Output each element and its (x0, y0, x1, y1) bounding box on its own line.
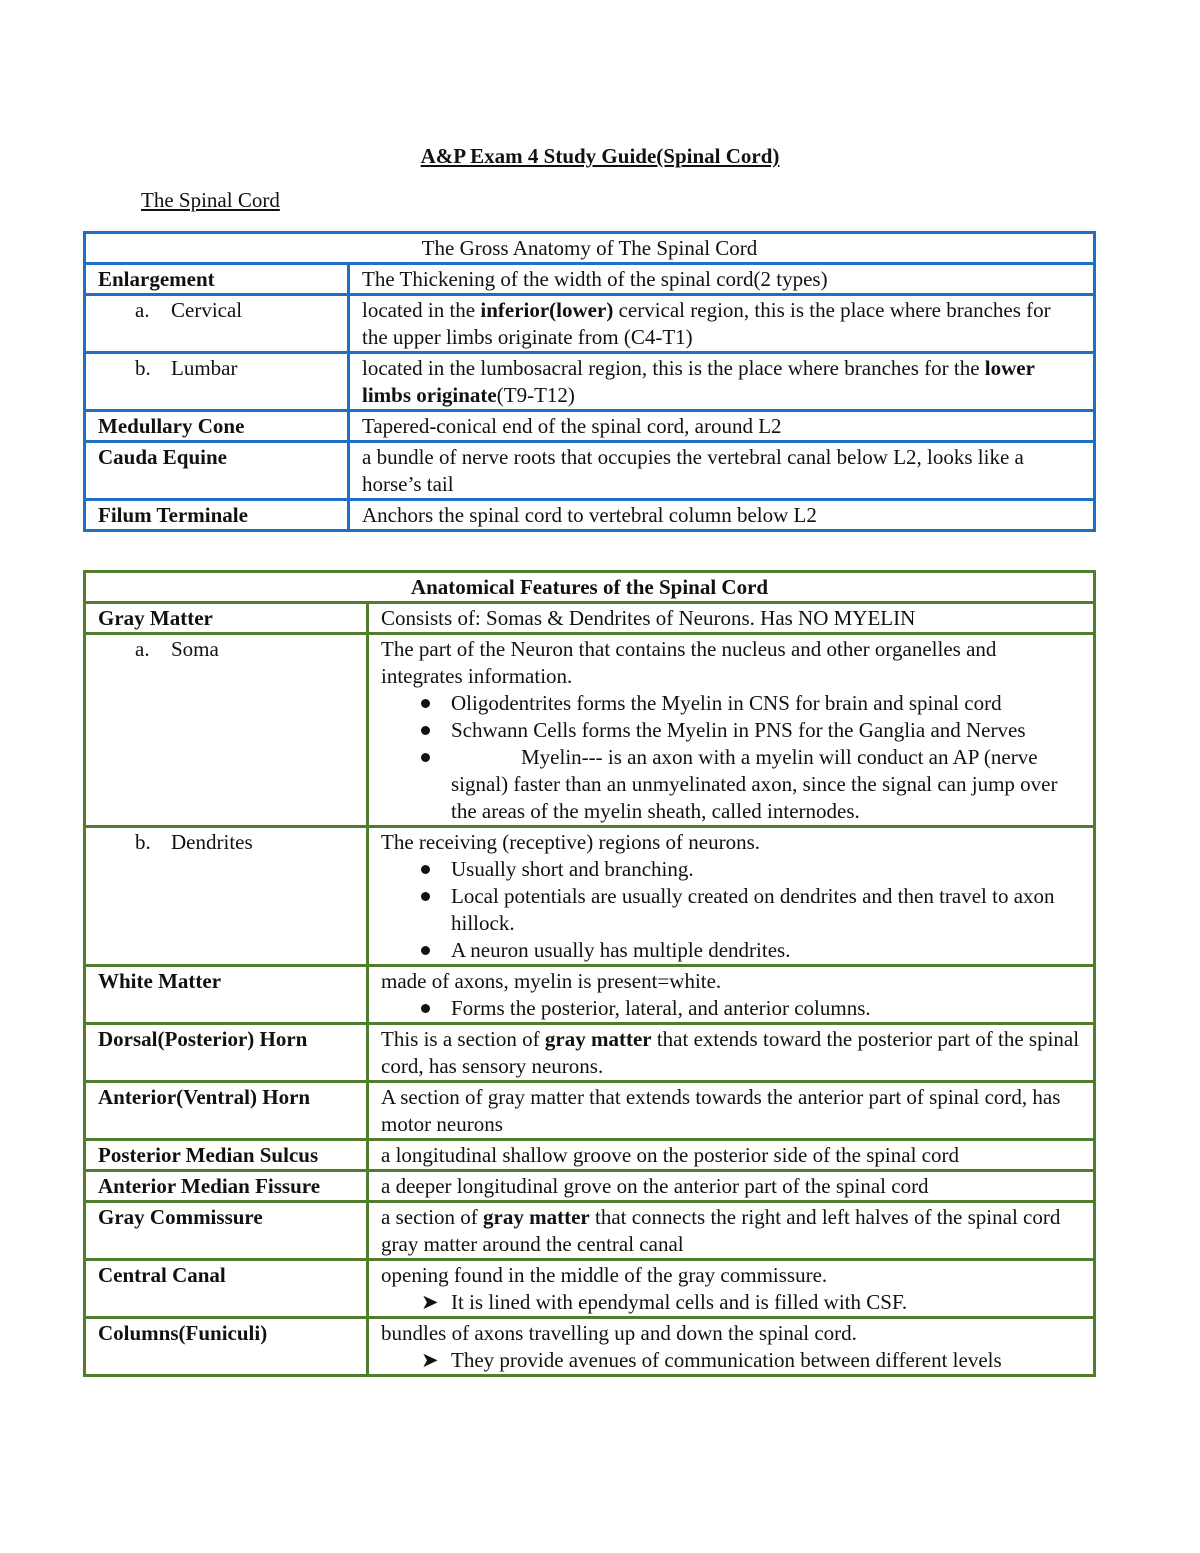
term-cell (85, 353, 349, 411)
definition-text: that connects the right and left halves of the spinal cord gray matter around the central canal (381, 1205, 1061, 1256)
arrow-bullet-icon: ➤ (421, 1290, 439, 1314)
term-cell: White Matter (85, 966, 368, 1024)
definition-text: bundles of axons travelling up and down the spinal cord. (381, 1321, 857, 1345)
definition-emphasis: gray matter (483, 1205, 590, 1229)
list-item-text: Myelin--- is an axon with a myelin will conduct an AP (nerve signal) faster than an unmyelinated axon, since the signal can jump over the areas of the myelin sheath, called internodes. (451, 745, 1058, 823)
bullet-list (381, 995, 1081, 1022)
definition-text: made of axons, myelin is present=white. (381, 969, 722, 993)
definition-cell (368, 634, 1095, 827)
definition-cell: Consists of: Somas & Dendrites of Neurons. Has NO MYELIN (368, 603, 1095, 634)
definition-cell: A section of gray matter that extends towards the anterior part of spinal cord, has motor neurons (368, 1082, 1095, 1140)
term-cell (85, 295, 349, 353)
term-cell: Cauda Equine (85, 442, 349, 500)
term-cell: Central Canal (85, 1260, 368, 1318)
term-label: Dendrites (171, 830, 253, 854)
definition-emphasis: lower limbs originate (362, 356, 1035, 407)
table-header: The Gross Anatomy of The Spinal Cord (85, 233, 1095, 264)
list-item (381, 937, 1081, 964)
definition-text: located in the lumbosacral region, this is the place where branches for the (362, 356, 985, 380)
definition-cell (368, 1202, 1095, 1260)
term-cell: Filum Terminale (85, 500, 349, 531)
list-letter: a. (135, 637, 150, 661)
table-row (85, 500, 1095, 531)
definition-emphasis: gray matter (544, 1027, 652, 1051)
list-letter: a. (135, 298, 150, 322)
table-row (85, 295, 1095, 353)
bullet-icon (421, 892, 430, 901)
table-row (85, 1171, 1095, 1202)
arrow-bullet-icon: ➤ (421, 1348, 439, 1372)
table-row (85, 603, 1095, 634)
table-row (85, 827, 1095, 966)
arrow-list (381, 1289, 1081, 1316)
definition-cell: a longitudinal shallow groove on the posterior side of the spinal cord (368, 1140, 1095, 1171)
term-cell: Gray Matter (85, 603, 368, 634)
bullet-list (381, 690, 1081, 825)
table-row (85, 353, 1095, 411)
table-row (85, 1202, 1095, 1260)
definition-cell: Tapered-conical end of the spinal cord, around L2 (349, 411, 1095, 442)
term-cell: Posterior Median Sulcus (85, 1140, 368, 1171)
definition-text: opening found in the middle of the gray commissure. (381, 1263, 828, 1287)
list-item (381, 717, 1081, 744)
table-row (85, 634, 1095, 827)
definition-text: a section of (381, 1205, 484, 1229)
term-cell: Dorsal(Posterior) Horn (85, 1024, 368, 1082)
list-item-text: Forms the posterior, lateral, and anterior columns. (451, 996, 871, 1020)
table-row (85, 264, 1095, 295)
list-item (381, 1289, 1081, 1316)
term-cell: Medullary Cone (85, 411, 349, 442)
definition-text: cervical region, this is the place where branches for the upper limbs originate from (C4-T1) (362, 298, 1051, 349)
list-item (381, 883, 1081, 937)
table-row (85, 966, 1095, 1024)
definition-emphasis: inferior(lower) (480, 298, 614, 322)
table-row (85, 1024, 1095, 1082)
term-cell: Enlargement (85, 264, 349, 295)
table-row (85, 1082, 1095, 1140)
anatomical-features-table (83, 570, 1096, 1377)
list-item-text: Oligodentrites forms the Myelin in CNS for brain and spinal cord (451, 691, 1002, 715)
definition-cell (368, 1024, 1095, 1082)
list-item-text: They provide avenues of communication between different levels (451, 1348, 1002, 1372)
bullet-icon (421, 865, 430, 874)
bullet-icon (421, 946, 430, 955)
bullet-icon (421, 699, 430, 708)
term-label: Soma (171, 637, 219, 661)
definition-text: (T9-T12) (496, 383, 575, 407)
definition-cell (368, 827, 1095, 966)
definition-cell: a deeper longitudinal grove on the anterior part of the spinal cord (368, 1171, 1095, 1202)
section-heading: The Spinal Cord (141, 188, 280, 212)
list-item-text: Usually short and branching. (451, 857, 694, 881)
term-cell: Anterior Median Fissure (85, 1171, 368, 1202)
definition-cell (368, 1260, 1095, 1318)
term-cell: Anterior(Ventral) Horn (85, 1082, 368, 1140)
term-cell: Columns(Funiculi) (85, 1318, 368, 1376)
definition-cell (368, 966, 1095, 1024)
table-row (85, 1260, 1095, 1318)
list-item (381, 856, 1081, 883)
list-item (381, 1347, 1081, 1374)
term-cell: Gray Commissure (85, 1202, 368, 1260)
gross-anatomy-table (83, 231, 1096, 532)
definition-text: This is a section of (381, 1027, 545, 1051)
definition-text: that extends toward the posterior part of the spinal cord, has sensory neurons. (381, 1027, 1080, 1078)
list-item-text: A neuron usually has multiple dendrites. (451, 938, 791, 962)
table-header: Anatomical Features of the Spinal Cord (85, 572, 1095, 603)
definition-text: The part of the Neuron that contains the nucleus and other organelles and integrates information. (381, 637, 997, 688)
list-item (381, 690, 1081, 717)
definition-cell: a bundle of nerve roots that occupies the vertebral canal below L2, looks like a horse’s tail (349, 442, 1095, 500)
list-item (381, 995, 1081, 1022)
definition-cell: The Thickening of the width of the spinal cord(2 types) (349, 264, 1095, 295)
table-row (85, 1318, 1095, 1376)
definition-cell (368, 1318, 1095, 1376)
list-item (381, 744, 1081, 825)
definition-text: located in the (362, 298, 481, 322)
list-letter: b. (135, 830, 151, 854)
definition-text: The receiving (receptive) regions of neurons. (381, 830, 761, 854)
term-cell (85, 827, 368, 966)
term-label: Lumbar (171, 356, 238, 380)
definition-cell (349, 295, 1095, 353)
list-item-text: Local potentials are usually created on dendrites and then travel to axon hillock. (451, 884, 1055, 935)
bullet-icon (421, 753, 430, 762)
term-cell (85, 634, 368, 827)
definition-cell: Anchors the spinal cord to vertebral column below L2 (349, 500, 1095, 531)
term-label: Cervical (171, 298, 243, 322)
document-title: A&P Exam 4 Study Guide(Spinal Cord) (420, 144, 780, 168)
arrow-list (381, 1347, 1081, 1374)
list-item-text: Schwann Cells forms the Myelin in PNS for the Ganglia and Nerves (451, 718, 1026, 742)
table-header-row (85, 572, 1095, 603)
list-item-text: It is lined with ependymal cells and is filled with CSF. (451, 1290, 908, 1314)
bullet-list (381, 856, 1081, 964)
table-row (85, 1140, 1095, 1171)
table-row (85, 442, 1095, 500)
bullet-icon (421, 1004, 430, 1013)
definition-cell (349, 353, 1095, 411)
table-header-row (85, 233, 1095, 264)
table-row (85, 411, 1095, 442)
list-letter: b. (135, 356, 151, 380)
bullet-icon (421, 726, 430, 735)
